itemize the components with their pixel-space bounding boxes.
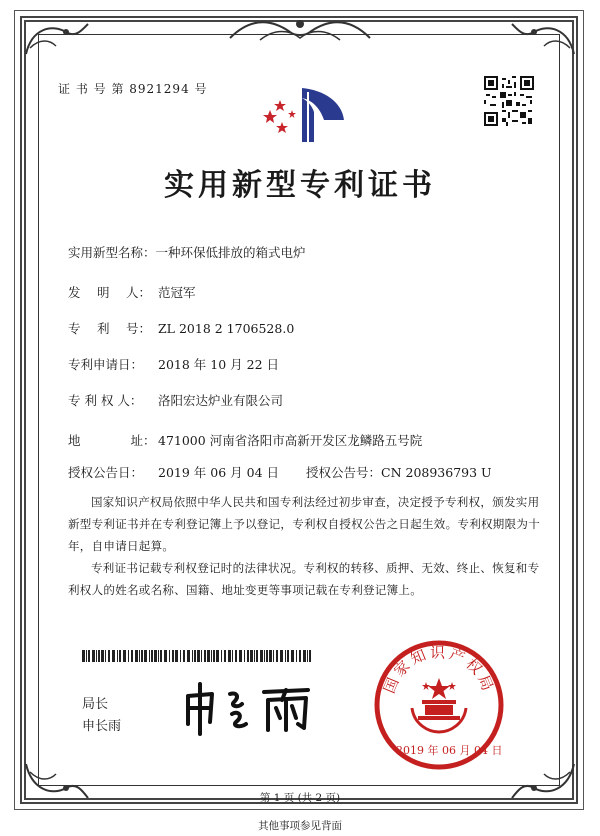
field-label: 授权公告号： <box>306 465 382 480</box>
top-center-ornament <box>220 14 380 46</box>
signatory-name: 申长雨 <box>82 719 122 734</box>
seal-date: 2019 年 06 月 04 日 <box>396 744 503 757</box>
barcode <box>82 650 312 662</box>
certificate-title: 实用新型专利证书 <box>164 168 436 203</box>
field-value: 2019 年 06 月 04 日 <box>158 465 279 480</box>
field-label: 专 利 权 人： <box>68 393 143 408</box>
field-value: 范冠军 <box>158 285 196 300</box>
top-left-ornament <box>22 18 92 58</box>
footer-note: 其他事项参见背面 <box>258 820 342 832</box>
field-label: 发 明 人： <box>68 285 151 300</box>
field-label: 专利申请日： <box>68 357 144 372</box>
top-right-ornament <box>508 18 578 58</box>
page-number: 第 1 页 (共 2 页) <box>259 792 341 804</box>
field-value: ZL 2018 2 1706528.0 <box>158 321 295 336</box>
certificate-number: 证 书 号 第 8921294 号 <box>58 82 208 96</box>
field-value: 2018 年 10 月 22 日 <box>158 357 279 372</box>
field-inventor <box>68 283 196 301</box>
svg-text:国家知识产权局: 国家知识产权局 <box>380 643 498 696</box>
qr-code <box>484 76 534 126</box>
field-filing-date <box>68 355 279 373</box>
field-patent-number <box>68 319 294 337</box>
signatory-title: 局长 <box>82 697 109 712</box>
field-patentee <box>68 391 283 409</box>
field-label: 授权公告日： <box>68 465 144 480</box>
field-grant-date <box>68 463 279 481</box>
field-address <box>68 431 422 449</box>
legal-status-statement: 专利证书记载专利权登记时的法律状况。专利权的转移、质押、无效、终止、恢复和专利权人的姓名或名称、国籍、地址变更等事项记载在专利登记簿上。 <box>68 561 540 597</box>
grant-statement: 国家知识产权局依照中华人民共和国专利法经过初步审查，决定授予专利权，颁发实用新型专利证书并在专利登记簿上予以登记，专利权自授权公告之日起生效。专利权期限为十年，自申请日起算。 <box>68 495 540 553</box>
field-value: 471000 河南省洛阳市高新开发区龙鳞路五号院 <box>158 433 423 448</box>
handwritten-signature <box>178 678 328 738</box>
field-label: 专 利 号： <box>68 321 151 336</box>
field-label: 地 址： <box>68 433 156 448</box>
cnipa-logo <box>262 84 354 144</box>
field-value: CN 208936793 U <box>381 465 492 480</box>
field-label: 实用新型名称： <box>68 245 156 260</box>
field-grant-number <box>306 463 492 481</box>
field-value: 一种环保低排放的箱式电炉 <box>155 245 306 260</box>
field-value: 洛阳宏达炉业有限公司 <box>158 393 284 408</box>
field-utility-model-name <box>68 243 306 261</box>
